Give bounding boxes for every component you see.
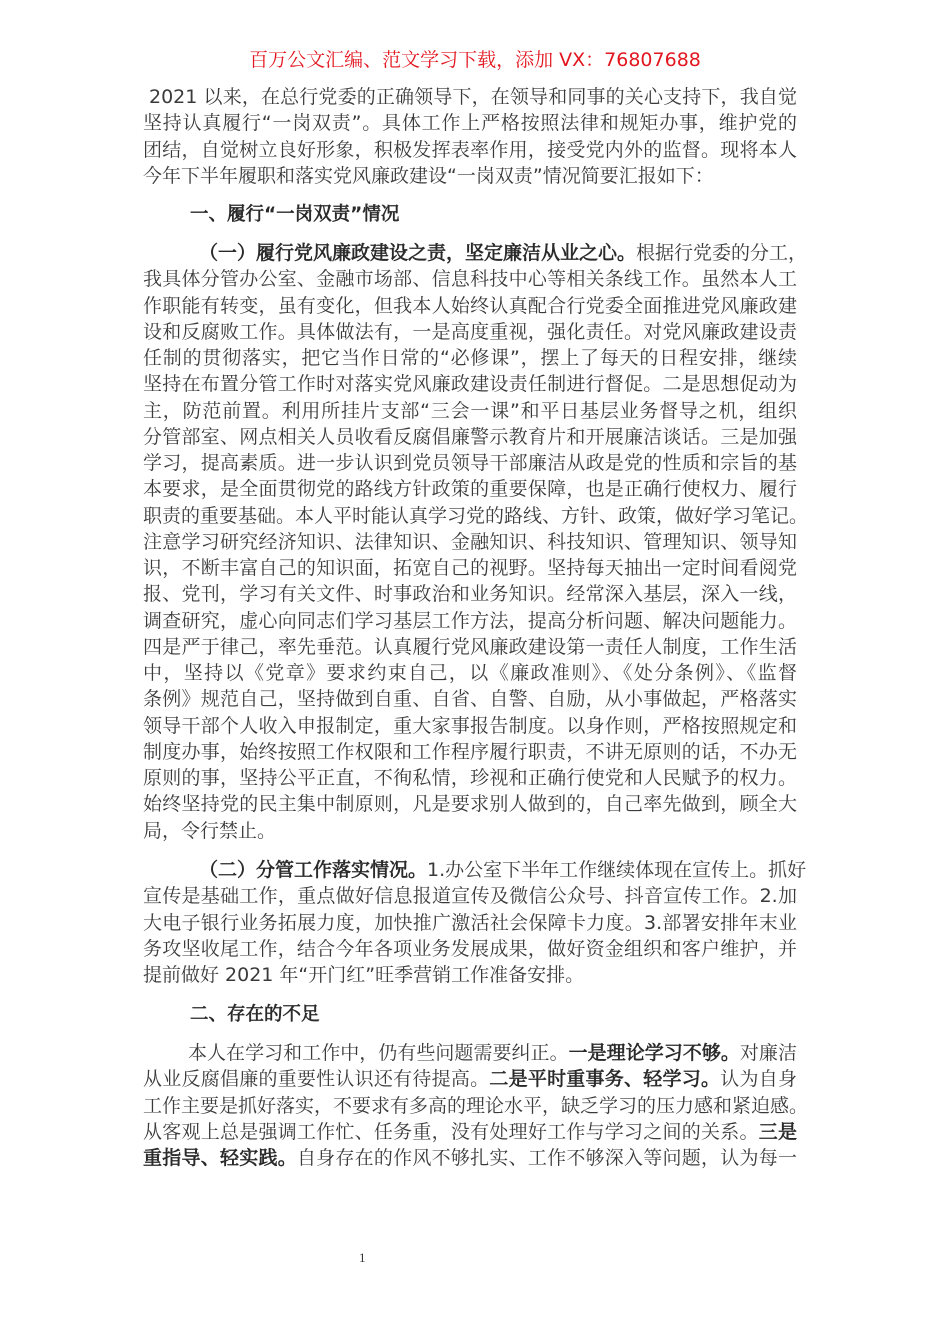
text-line	[143, 345, 797, 371]
subsection-1-paragraph	[143, 240, 809, 844]
text-run: 我具体分管办公室、金融市场部、信息科技中心等相关条线工作。虽然本人工	[143, 268, 797, 291]
subsection-2-paragraph	[143, 857, 807, 988]
text-line	[143, 1145, 797, 1171]
text-run: 本要求，是全面贯彻党的路线方针政策的重要保障，也是正确行使权力、履行	[143, 478, 797, 501]
bold-text: 一是理论学习不够。	[568, 1042, 740, 1064]
text-run: 四是严于律己，率先垂范。认真履行党风廉政建设第一责任人制度，工作生活	[143, 635, 797, 658]
text-run: 领导干部个人收入申报制定，重大家事报告制度。以身作则，严格按照规定和	[143, 714, 797, 737]
text-line	[143, 84, 797, 110]
text-run: 坚持在布置分管工作时对落实党风廉政建设责任制进行督促。二是思想促动为	[143, 373, 797, 396]
bold-text: （二）分管工作落实情况。	[199, 859, 428, 881]
text-run: 中，坚持以《党章》要求约束自己，以《廉政准则》、《处分条例》、《监督	[143, 662, 797, 684]
bold-text: 重指导、轻实践。	[143, 1147, 297, 1169]
text-run: 注意学习研究经济知识、法律知识、金融知识、科技知识、管理知识、领导知	[143, 530, 797, 553]
text-run: 分管部室、网点相关人员收看反腐倡廉警示教育片和开展廉洁谈话。三是加强	[143, 425, 797, 448]
text-run: 原则的事，坚持公平正直，不徇私情，珍视和正确行使党和人民赋予的权力。	[143, 767, 797, 789]
text-line	[143, 1066, 797, 1092]
text-line	[143, 1093, 809, 1119]
text-line	[143, 555, 797, 581]
text-run: 从业反腐倡廉的重要性认识还有待提高。	[143, 1068, 490, 1091]
text-run: 从客观上总是强调工作忙、任务重，没有处理好工作与学习之间的关系。	[143, 1120, 759, 1143]
text-run: 任制的贯彻落实，把它当作日常的“必修课”，摆上了每天的日程安排，继续	[143, 347, 797, 369]
text-run: 工作主要是抓好落实，不要求有多高的理论水平，缺乏学习的压力感和紧迫感。	[143, 1094, 809, 1117]
text-line	[143, 371, 797, 397]
shortcomings-paragraph	[143, 1040, 809, 1171]
text-line	[143, 424, 797, 450]
text-line	[143, 503, 809, 529]
text-run: 团结，自觉树立良好形象，积极发挥表率作用，接受党内外的监督。现将本人	[143, 138, 797, 161]
text-line	[143, 857, 807, 883]
text-run: 大电子银行业务拓展力度，加快推广激活社会保障卡力度。3.部署安排年末业	[143, 911, 797, 934]
text-line	[143, 713, 797, 739]
text-run: 识，不断丰富自己的知识面，拓宽自己的视野。坚持每天抽出一定时间看阅党	[143, 557, 797, 579]
text-run: 调查研究，虚心向同志们学习基层工作方法，提高分析问题、解决问题能力。	[143, 609, 797, 632]
section-heading-2: 二、存在的不足	[190, 1004, 320, 1025]
text-line	[143, 1040, 797, 1066]
text-line	[143, 686, 797, 712]
text-line	[143, 266, 797, 292]
text-line	[143, 883, 797, 909]
text-run: 本人在学习和工作中，仍有些问题需要纠正。	[188, 1042, 569, 1064]
text-run: 1.办公室下半年工作继续体现在宣传上。抓好	[427, 859, 807, 881]
section-heading-1: 一、履行“一岗双责”情况	[190, 204, 400, 225]
text-line	[143, 163, 797, 189]
text-run: 今年下半年履职和落实党风廉政建设“一岗双责”情况简要汇报如下：	[143, 164, 714, 187]
text-line	[143, 529, 797, 555]
watermark-banner: 百万公文汇编、范文学习下载，添加 VX：76807688	[249, 49, 701, 71]
text-line	[143, 240, 808, 266]
text-line	[143, 1119, 797, 1145]
text-run: 始终坚持党的民主集中制原则，凡是要求别人做到的，自己率先做到，顾全大	[143, 793, 797, 816]
text-run: 坚持认真履行“一岗双责”。具体工作上严格按照法律和规矩办事，维护党的	[143, 112, 797, 135]
text-run: 2021 以来，在总行党委的正确领导下，在领导和同事的关心支持下，我自觉	[149, 86, 797, 108]
text-line	[143, 936, 797, 962]
text-run: 职责的重要基础。本人平时能认真学习党的路线、方针、政策，做好学习笔记。	[143, 504, 809, 527]
text-line	[143, 398, 797, 424]
intro-paragraph	[143, 84, 797, 189]
text-run: 主，防范前置。利用所挂片支部“三会一课”和平日基层业务督导之机，组织	[143, 399, 797, 422]
text-run: 对廉洁	[739, 1042, 797, 1064]
text-line	[143, 818, 797, 844]
text-line	[143, 910, 797, 936]
text-run: 根据行党委的分工，	[636, 242, 808, 264]
text-line	[143, 137, 797, 163]
text-run: 作职能有转变，虽有变化，但我本人始终认真配合行党委全面推进党风廉政建	[143, 294, 797, 317]
text-line	[143, 660, 797, 686]
bold-text: 三是	[758, 1120, 797, 1143]
page-number: 1	[359, 1250, 366, 1265]
text-line	[143, 634, 797, 660]
text-run: 认为自身	[720, 1068, 797, 1091]
text-run: 提前做好 2021 年“开门红”旺季营销工作准备安排。	[143, 964, 585, 986]
text-line	[143, 739, 797, 765]
text-line	[143, 293, 797, 319]
text-line	[143, 608, 797, 634]
bold-text: （一）履行党风廉政建设之责，坚定廉洁从业之心。	[199, 242, 637, 264]
text-run: 宣传是基础工作，重点做好信息报道宣传及微信公众号、抖音宣传工作。2.加	[143, 885, 797, 908]
text-line	[143, 765, 797, 791]
text-line	[143, 319, 797, 345]
text-line	[143, 962, 797, 988]
text-line	[143, 476, 797, 502]
text-run: 自身存在的作风不够扎实、工作不够深入等问题，认为每一	[296, 1147, 797, 1169]
text-run: 条例》规范自己，坚持做到自重、自省、自警、自励，从小事做起，严格落实	[143, 688, 797, 711]
text-run: 务攻坚收尾工作，结合今年各项业务发展成果，做好资金组织和客户维护，并	[143, 937, 797, 960]
text-run: 局，令行禁止。	[143, 819, 277, 842]
bold-text: 二是平时重事务、轻学习。	[489, 1068, 721, 1091]
text-line	[143, 581, 797, 607]
text-line	[143, 791, 797, 817]
text-run: 设和反腐败工作。具体做法有，一是高度重视，强化责任。对党风廉政建设责	[143, 320, 797, 343]
text-line	[143, 450, 797, 476]
text-run: 报、党刊，学习有关文件、时事政治和业务知识。经常深入基层，深入一线，	[143, 583, 797, 606]
text-line	[143, 110, 797, 136]
text-run: 学习，提高素质。进一步认识到党员领导干部廉洁从政是党的性质和宗旨的基	[143, 452, 797, 474]
text-run: 制度办事，始终按照工作权限和工作程序履行职责，不讲无原则的话，不办无	[143, 740, 797, 763]
